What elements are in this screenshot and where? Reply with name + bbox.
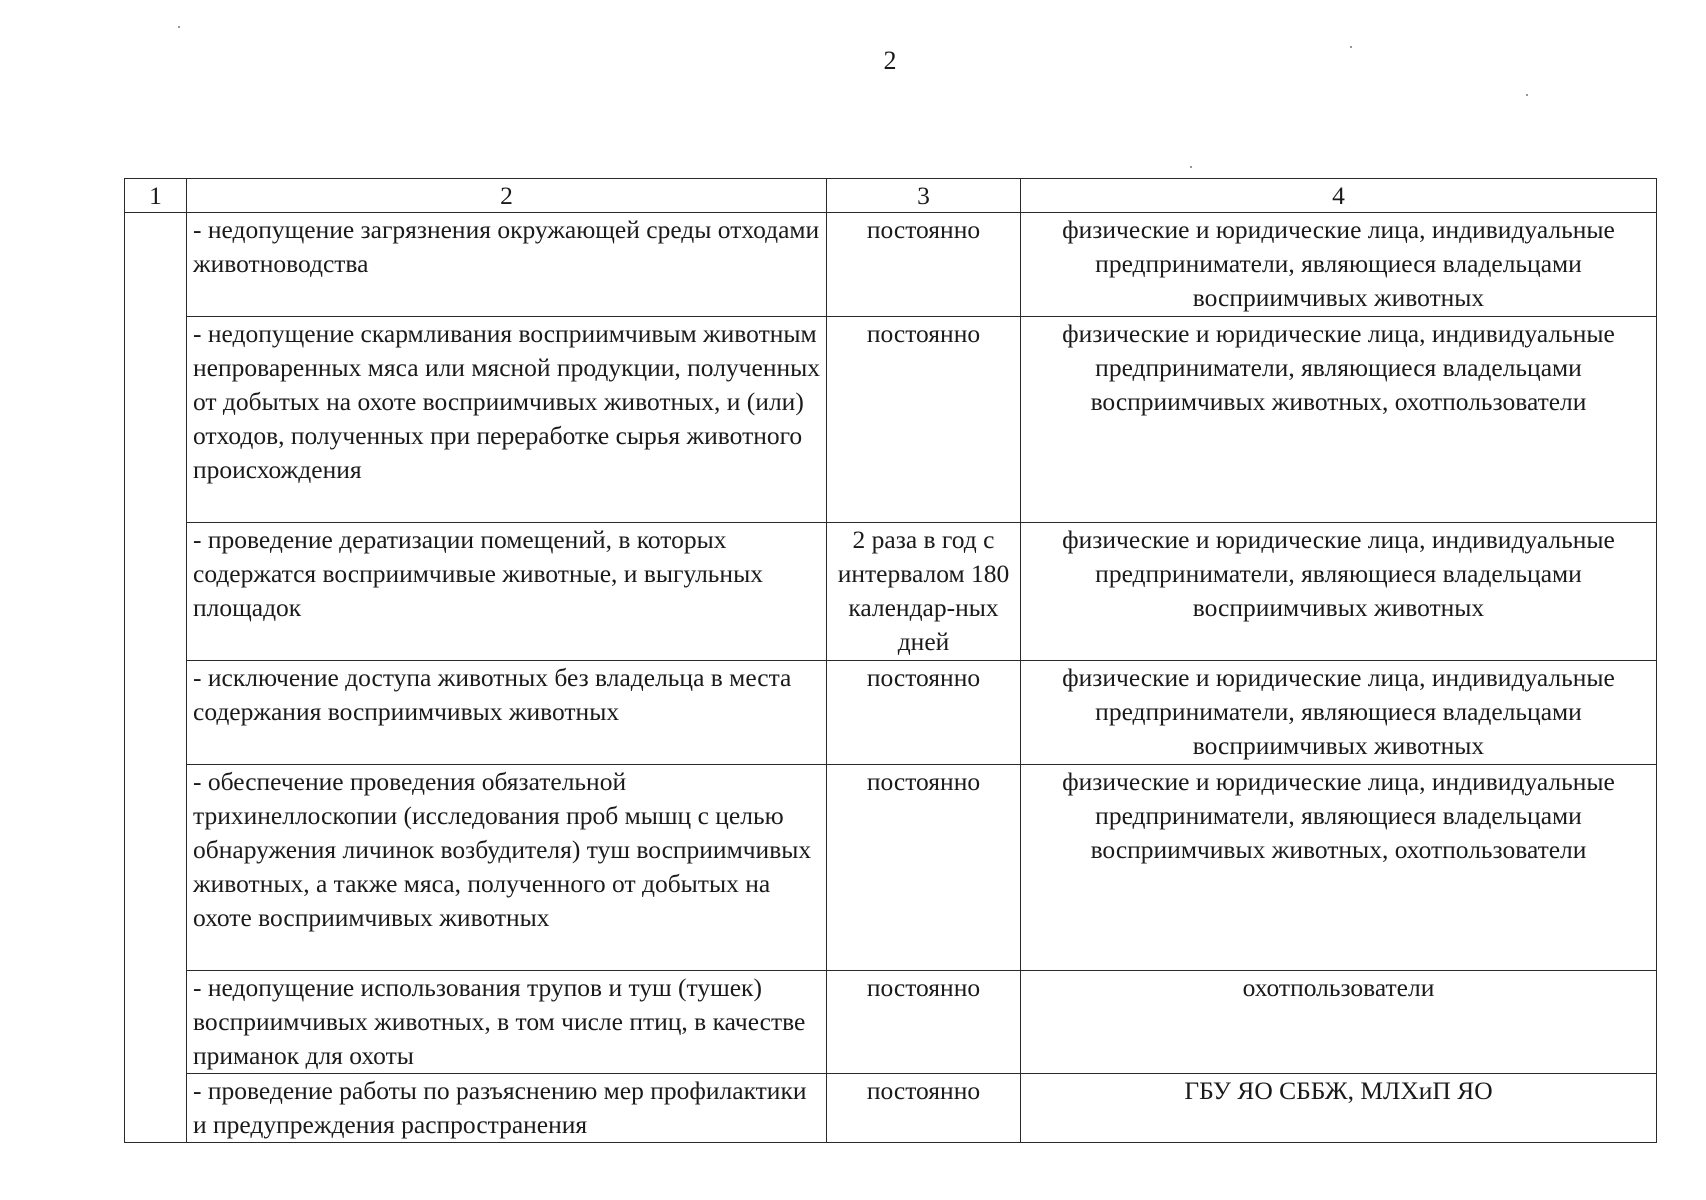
scan-speck bbox=[178, 26, 180, 28]
responsible-cell: физические и юридические лица, индивидуальные предприниматели, являющиеся владельцами восприимчивых животных bbox=[1021, 213, 1657, 317]
header-col-4: 4 bbox=[1021, 179, 1657, 213]
measure-cell: - недопущение загрязнения окружающей среды отходами животноводства bbox=[187, 213, 827, 317]
header-row bbox=[125, 179, 1657, 213]
scan-speck bbox=[1190, 166, 1192, 168]
table-row bbox=[125, 523, 1657, 661]
table-row bbox=[125, 661, 1657, 765]
table-header bbox=[125, 179, 1657, 213]
period-cell: постоянно bbox=[827, 213, 1021, 317]
responsible-cell: физические и юридические лица, индивидуальные предприниматели, являющиеся владельцами восприимчивых животных, охотпользователи bbox=[1021, 317, 1657, 523]
measure-cell: - обеспечение проведения обязательной трихинеллоскопии (исследования проб мышц с целью обнаружения личинок возбудителя) туш восприимчивых животных, а также мяса, полученного от добытых на охоте восприимчивых животных bbox=[187, 765, 827, 971]
table-row bbox=[125, 1074, 1657, 1143]
header-col-3: 3 bbox=[827, 179, 1021, 213]
page-number: 2 bbox=[883, 46, 897, 75]
table-row bbox=[125, 317, 1657, 523]
period-cell: 2 раза в год с интервалом 180 календар-ных дней bbox=[827, 523, 1021, 661]
responsible-cell: физические и юридические лица, индивидуальные предприниматели, являющиеся владельцами восприимчивых животных bbox=[1021, 523, 1657, 661]
table-row bbox=[125, 971, 1657, 1074]
period-cell: постоянно bbox=[827, 765, 1021, 971]
period-cell: постоянно bbox=[827, 317, 1021, 523]
measure-cell: - проведение дератизации помещений, в которых содержатся восприимчивые животные, и выгульных площадок bbox=[187, 523, 827, 661]
scan-speck bbox=[1350, 46, 1352, 48]
measure-cell: - недопущение скармливания восприимчивым животным непроваренных мяса или мясной продукции, полученных от добытых на охоте восприимчивых животных, и (или) отходов, полученных при переработке сырья животного происхождения bbox=[187, 317, 827, 523]
header-col-1: 1 bbox=[125, 179, 187, 213]
header-col-2: 2 bbox=[187, 179, 827, 213]
period-cell: постоянно bbox=[827, 661, 1021, 765]
period-cell: постоянно bbox=[827, 971, 1021, 1074]
responsible-cell: физические и юридические лица, индивидуальные предприниматели, являющиеся владельцами восприимчивых животных bbox=[1021, 661, 1657, 765]
row-number-cell bbox=[125, 213, 187, 1143]
responsible-cell: охотпользователи bbox=[1021, 971, 1657, 1074]
table-row bbox=[125, 765, 1657, 971]
responsible-cell: ГБУ ЯО СББЖ, МЛХиП ЯО bbox=[1021, 1074, 1657, 1143]
scan-speck bbox=[1526, 94, 1528, 96]
measures-table bbox=[124, 178, 1657, 1143]
period-cell: постоянно bbox=[827, 1074, 1021, 1143]
measure-cell: - проведение работы по разъяснению мер профилактики и предупреждения распространения bbox=[187, 1074, 827, 1143]
table-body bbox=[125, 213, 1657, 1143]
measure-cell: - недопущение использования трупов и туш (тушек) восприимчивых животных, в том числе птиц, в качестве приманок для охоты bbox=[187, 971, 827, 1074]
measure-cell: - исключение доступа животных без владельца в места содержания восприимчивых животных bbox=[187, 661, 827, 765]
responsible-cell: физические и юридические лица, индивидуальные предприниматели, являющиеся владельцами восприимчивых животных, охотпользователи bbox=[1021, 765, 1657, 971]
table-row bbox=[125, 213, 1657, 317]
